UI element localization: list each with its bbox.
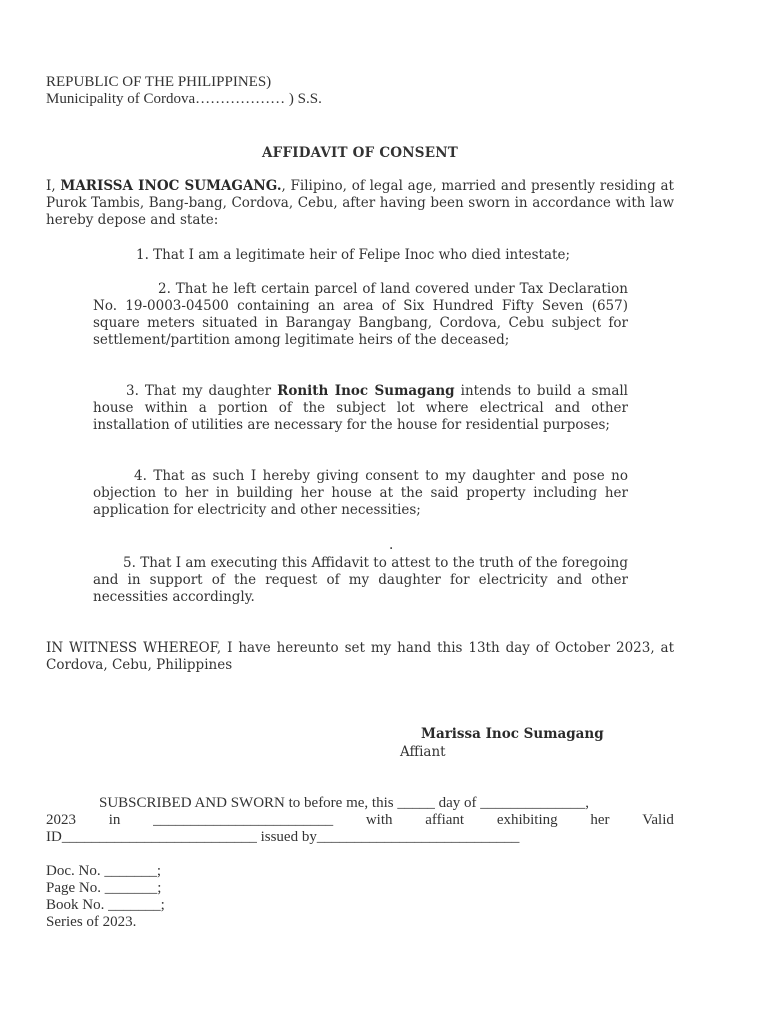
page-number: Page No. _______;	[46, 880, 162, 896]
item-5: 5. That I am executing this Affidavit to attest to the truth of the foregoing and in support of the request of my daughter for electricity and other necessities accordingly.	[93, 555, 628, 605]
republic-header: REPUBLIC OF THE PHILIPPINES)	[46, 74, 272, 90]
document-title: AFFIDAVIT OF CONSENT	[261, 145, 458, 161]
notarial-register	[46, 863, 165, 931]
jurat-word: ________________________	[153, 812, 334, 828]
bold-name: Ronith Inoc Sumagang	[277, 383, 455, 399]
jurat-word: with	[365, 812, 393, 828]
jurat-word: exhibiting	[496, 812, 558, 828]
witness-clause: IN WITNESS WHEREOF, I have hereunto set my hand this 13th day of October 2023, at Cordova, Cebu, Philippines	[46, 640, 674, 673]
jurat-word: her	[590, 812, 610, 828]
item-3: 3. That my daughter Ronith Inoc Sumagang intends to build a small house within a portion of the subject lot where electrical and other installation of utilities are necessary for the house for residential purposes;	[93, 383, 628, 433]
municipality-header: Municipality of Cordova……………… ) S.S.	[46, 91, 322, 107]
jurat-line-3: ID__________________________ issued by___________________________	[46, 829, 520, 845]
jurat	[46, 795, 674, 846]
intro-paragraph: I, MARISSA INOC SUMAGANG., Filipino, of legal age, married and presently residing at Purok Tambis, Bang-bang, Cordova, Cebu, after having been sworn in accordance with law hereby depose and state:	[46, 178, 674, 228]
doc-number: Doc. No. _______;	[46, 863, 161, 879]
item-1: 1. That I am a legitimate heir of Felipe Inoc who died intestate;	[136, 247, 570, 263]
jurat-line-1: SUBSCRIBED AND SWORN to before me, this _____ day of ______________,	[99, 795, 589, 811]
affiant-label: Affiant	[400, 744, 446, 760]
jurat-word: in	[108, 812, 121, 828]
stray-mark: .	[389, 537, 394, 553]
jurat-word: Valid	[642, 812, 674, 828]
jurat-word: 2023	[46, 812, 76, 828]
bold-name: MARISSA INOC SUMAGANG.	[60, 178, 282, 194]
item-2: 2. That he left certain parcel of land covered under Tax Declaration No. 19-0003-04500 containing an area of Six Hundred Fifty Seven (657) square meters situated in Barangay Bangbang, Cordova, Cebu subject for settlement/partition among legitimate heirs of the deceased;	[93, 281, 628, 348]
book-number: Book No. _______;	[46, 897, 165, 913]
affiant-name: Marissa Inoc Sumagang	[421, 726, 604, 742]
jurat-word: affiant	[425, 812, 465, 828]
series-year: Series of 2023.	[46, 914, 137, 930]
item-4: 4. That as such I hereby giving consent to my daughter and pose no objection to her in building her house at the said property including her application for electricity and other necessities;	[93, 468, 628, 518]
jurat-line-2	[46, 812, 674, 829]
